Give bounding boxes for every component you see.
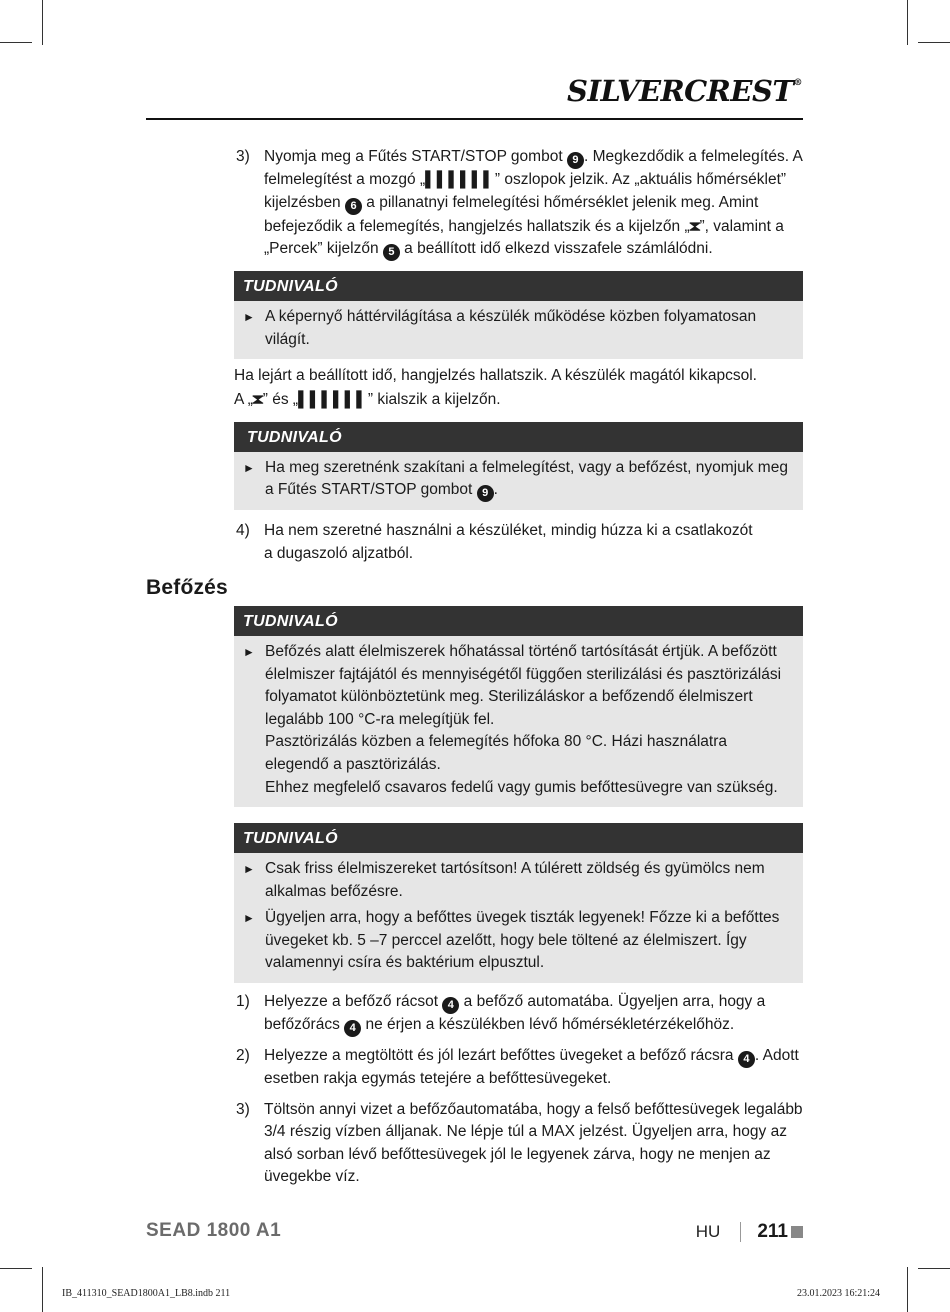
- imprint-timestamp: 23.01.2023 16:21:24: [796, 1288, 880, 1299]
- note-title: TUDNIVALÓ: [234, 422, 803, 452]
- note-bullet: ► Befőzés alatt élelmiszerek hőhatással történő tartósítását értjük. A befőzött élelmiszer fajtájától és mennyiségétől függően sterilizálási és pasztörizálási folyamatot különböztetünk meg. Sterilizáláskor a befőzendő élelmiszert legalább 100 °C-ra melegítjük fel. Pasztörizálás közben a felemegítés hőfoka 80 °C. Házi használatra elegendő a pasztörizálás. Ehhez megfelelő csavaros fedelű vagy gumis befőttesüvegre van szükség.: [243, 641, 791, 799]
- note-box-1: [234, 271, 803, 359]
- note-title: TUDNIVALÓ: [234, 823, 803, 853]
- brand-logo: SILVERCREST®: [567, 74, 802, 108]
- imprint-file: IB_411310_SEAD1800A1_LB8.indb 211: [62, 1288, 231, 1299]
- note-bullet: ► Csak friss élelmiszereket tartósítson! A túlérett zöldség és gyümölcs nem alkalmas befőzésre.: [243, 858, 791, 903]
- heating-bars-icon: ▌▌▌▌▌▌: [425, 171, 495, 188]
- note-title: TUDNIVALÓ: [234, 271, 803, 301]
- step-number: 4): [236, 522, 250, 540]
- arrow-bullet-icon: ►: [243, 911, 255, 926]
- crop-mark: [42, 1267, 43, 1312]
- note-box-4: [234, 823, 803, 983]
- arrow-bullet-icon: ►: [243, 310, 255, 325]
- crop-mark: [0, 42, 32, 43]
- note-box-3: [234, 606, 803, 807]
- arrow-bullet-icon: ►: [243, 644, 255, 659]
- crop-mark: [907, 0, 908, 45]
- header-rule: [146, 118, 803, 120]
- step-number: 3): [236, 1100, 250, 1118]
- arrow-bullet-icon: ►: [243, 460, 255, 475]
- ref-5-icon: 5: [383, 244, 400, 261]
- ref-9-icon: 9: [477, 485, 494, 502]
- step-number: 2): [236, 1047, 250, 1065]
- crop-mark: [918, 1268, 950, 1269]
- step-3-fill: [146, 1099, 803, 1189]
- step-4: [146, 520, 803, 565]
- square-marker-icon: [791, 1226, 803, 1238]
- note-bullet: ► A képernyő háttérvilágítása a készülék működése közben folyamatosan világít.: [243, 306, 791, 351]
- step-text: Nyomja meg a Fűtés START/STOP gombot 9 . Megkezdődik a felmelegítés. A felmelegítést a mozgó „▌▌▌▌▌▌” oszlopok jelzik. Az „aktuális hőmérséklet” kijelzésben 6 a pillanatnyi felmelegítési hőmérséklet jelenik meg. Amint befejeződik a felemegítés, hangjelzés hallatszik és a kijelzőn „⧗”, valamint a „Percek” kijelzőn 5 a beállított idő elkezd visszafele számlálódni.: [264, 146, 803, 261]
- arrow-bullet-icon: ►: [243, 862, 255, 877]
- note-bullet: ► Ügyeljen arra, hogy a befőttes üvegek tiszták legyenek! Főzze ki a befőttes üvegeket kb. 5 –7 perccel azelőtt, hogy bele töltené az élelmiszert. Így valamennyi csíra és baktérium elpusztul.: [243, 907, 791, 975]
- note-box-2: [234, 422, 803, 511]
- crop-mark: [42, 0, 43, 45]
- step-text: Ha nem szeretné használni a készüléket, mindig húzza ki a csatlakozót a dugaszoló aljzatból.: [264, 522, 753, 562]
- step-text: Töltsön annyi vizet a befőzőautomatába, hogy a felső befőttesüvegek legalább 3/4 részig vízben álljanak. Ne lépje túl a MAX jelzést. Ügyeljen arra, hogy az alsó sorban lévő befőttesüvegek jól le legyenek zárva, hogy ne menjen az üvegekbe víz.: [264, 1100, 803, 1186]
- page-content: [146, 146, 803, 1189]
- heating-bars-icon: ▌▌▌▌▌▌: [298, 390, 368, 408]
- footer-page-info: [696, 1221, 803, 1243]
- crop-mark: [0, 1268, 32, 1269]
- step-number: 1): [236, 993, 250, 1011]
- ref-4-icon: 4: [442, 997, 459, 1014]
- ref-4-icon: 4: [344, 1020, 361, 1037]
- section-title: Befőzés: [146, 576, 228, 600]
- footer-language: HU: [695, 1222, 721, 1241]
- hourglass-icon: ⧗: [687, 217, 702, 234]
- step-2: 2) Helyezze a megtöltött és jól lezárt befőttes üvegeket a befőző rácsra 4 . Adott esetben rakja egymás tetejére a befőttesüvegeket.: [146, 1045, 803, 1091]
- step-number: 3): [236, 148, 250, 165]
- crop-mark: [918, 42, 950, 43]
- note-bullet: ► Ha meg szeretnénk szakítani a felmelegítést, vagy a befőzést, nyomjuk meg a Fűtés START/STOP gombot 9 .: [243, 457, 791, 503]
- ref-4-icon: 4: [738, 1051, 755, 1068]
- note-title: TUDNIVALÓ: [234, 606, 803, 636]
- paragraph-timer-end: Ha lejárt a beállított idő, hangjelzés hallatszik. A készülék magától kikapcsol. A „⧗” és „▌▌▌▌▌▌” kialszik a kijelzőn.: [234, 365, 803, 411]
- footer-separator: [740, 1222, 741, 1242]
- footer-model: SEAD 1800 A1: [146, 1220, 282, 1241]
- step-3: [146, 146, 803, 261]
- page-number: 211: [757, 1221, 788, 1242]
- crop-mark: [907, 1267, 908, 1312]
- ref-9-icon: 9: [567, 152, 584, 169]
- step-1: 1) Helyezze a befőző rácsot 4 a befőző automatába. Ügyeljen arra, hogy a befőzőrács 4 ne érjen a készülékben lévő hőmérsékletérzékelőhöz.: [146, 991, 803, 1037]
- hourglass-icon: ⧗: [250, 390, 265, 407]
- ref-6-icon: 6: [345, 198, 362, 215]
